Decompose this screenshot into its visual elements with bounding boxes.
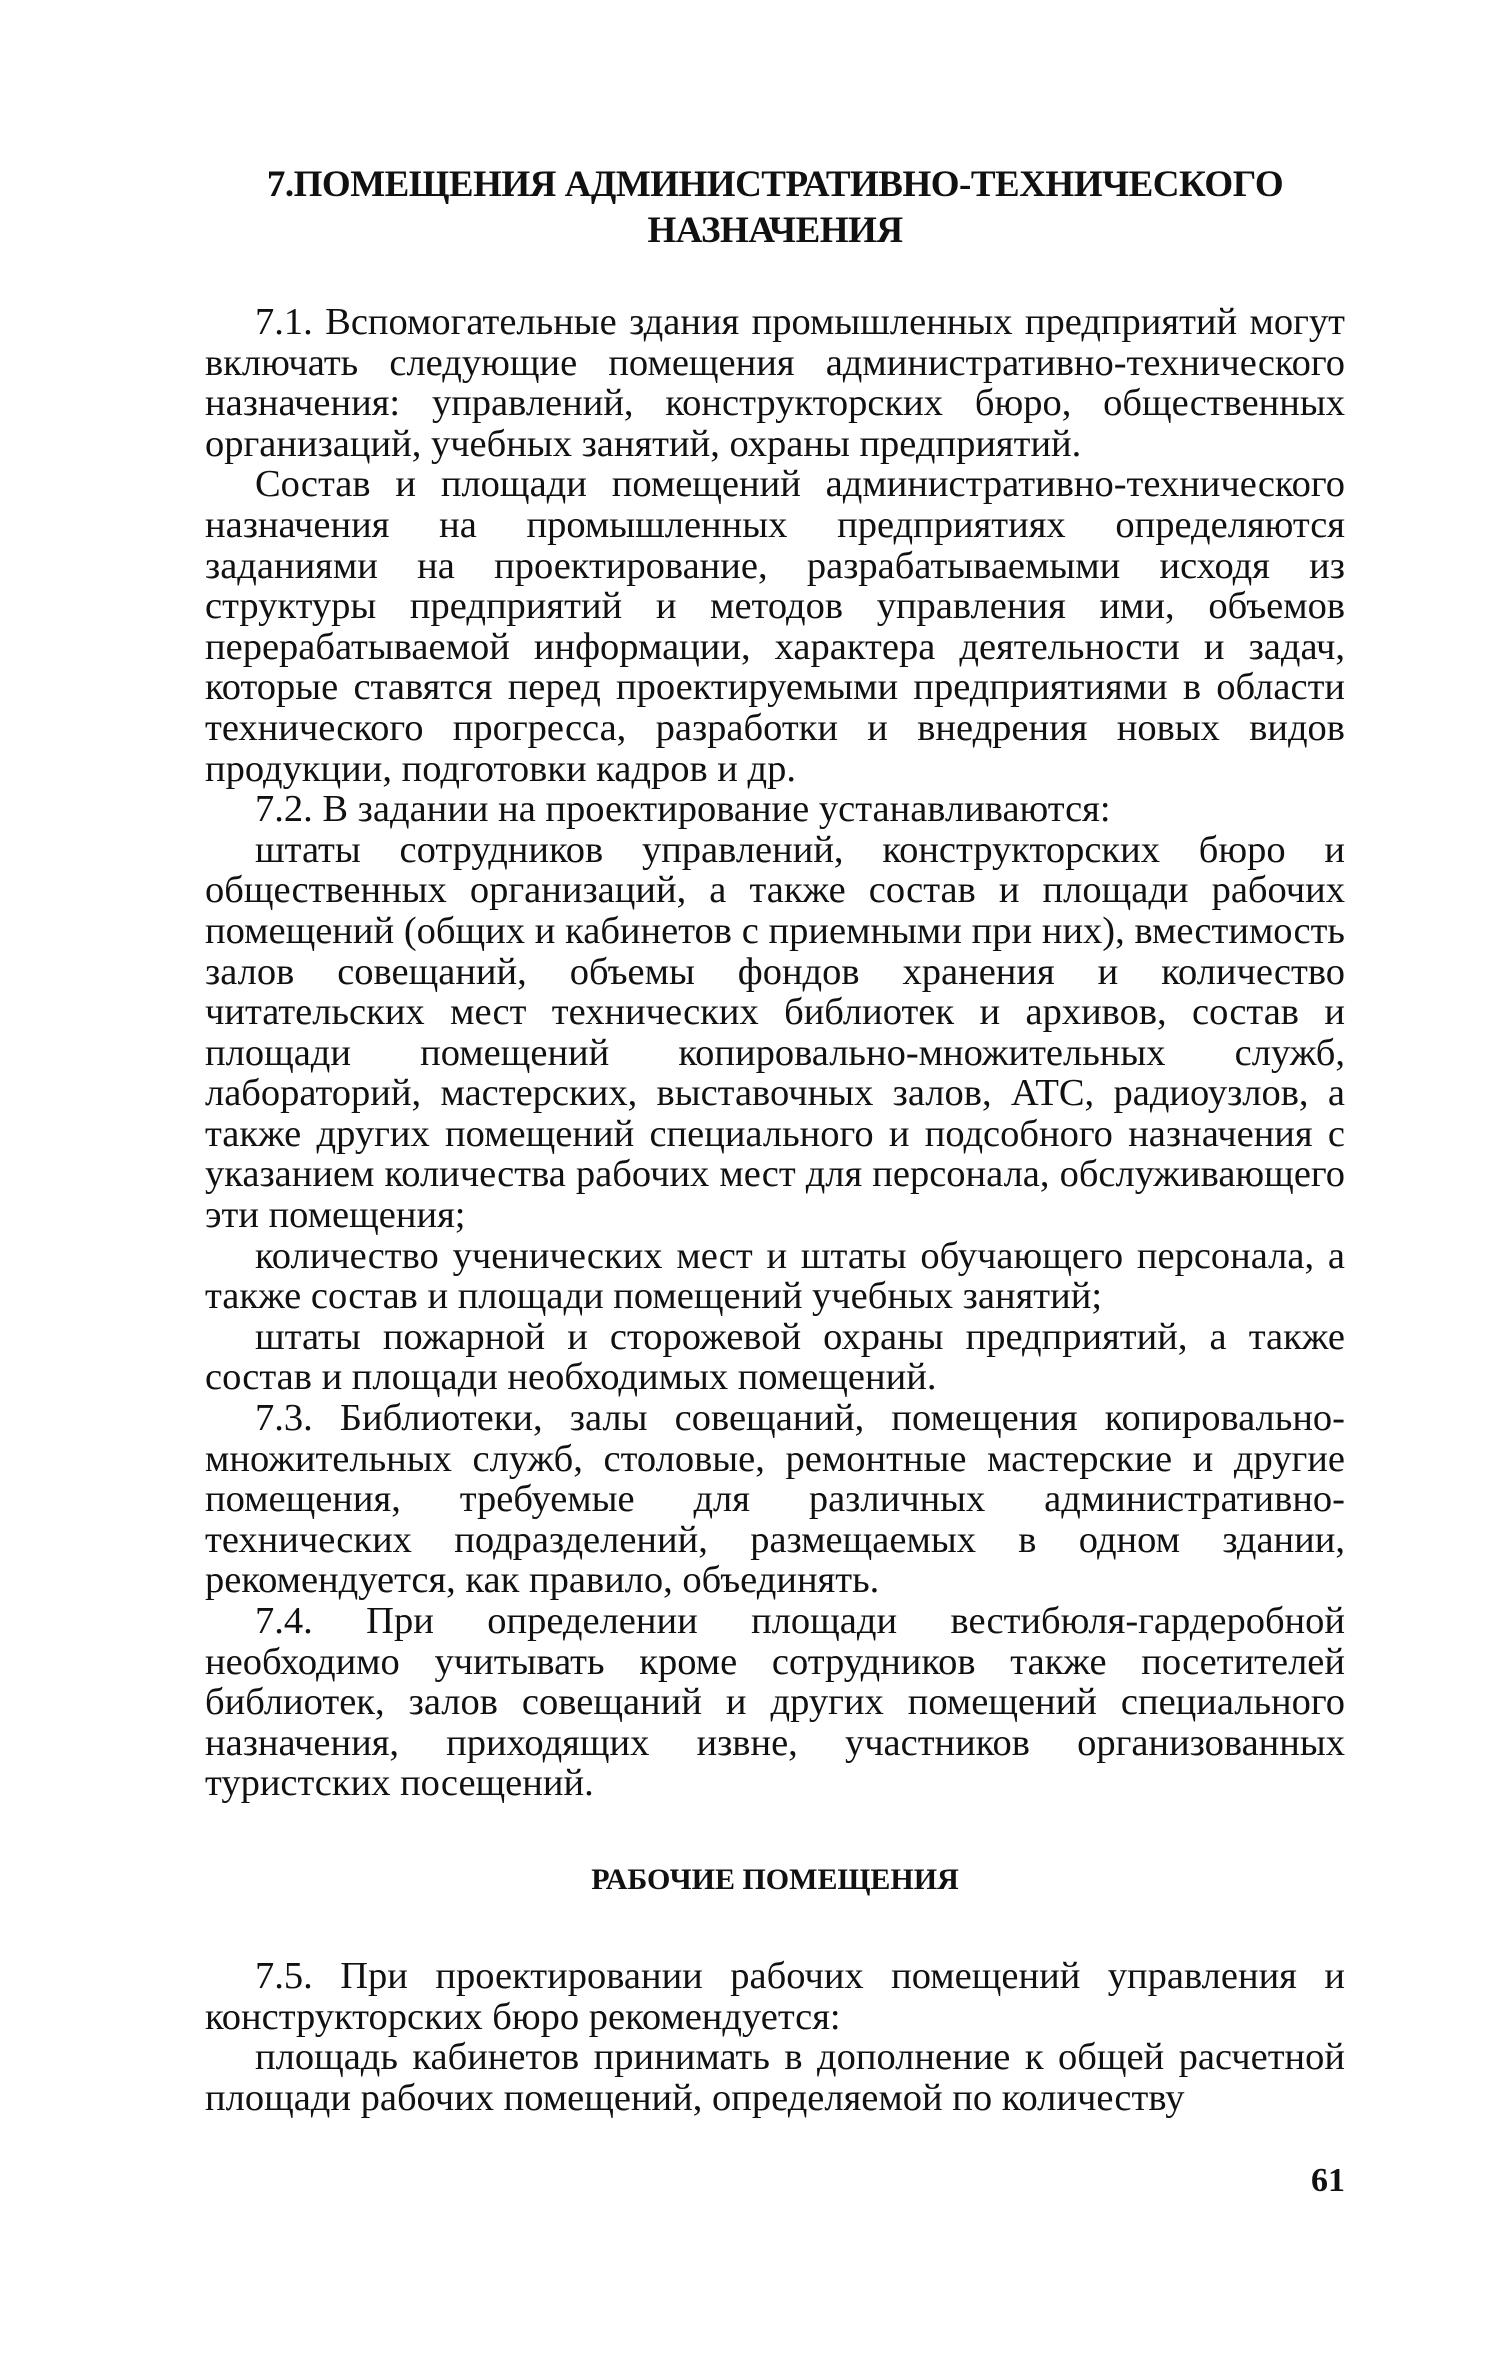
document-page [205,150,1345,2270]
paragraph-7-4: 7.4. При определении площади вестибюля-гардеробной необходимо учитывать кроме сотрудников также посетителей библиотек, залов совещаний и других помещений специального назначения, приходящих извне, участников организованных туристских посещений. [205,1600,1345,1805]
paragraph-composition: Состав и площади помещений административно-технического назначения на промышленных предприятиях определяются заданиями на проектирование, разрабатываемыми исходя из структуры предприятий и методов управления ими, объемов перерабатываемой информации, характера деятельности и задач, которые ставятся перед проектируемыми предприятиями в области технического прогресса, разработки и внедрения новых видов продукции, подготовки кадров и др. [205,463,1345,790]
paragraph-guards: штаты пожарной и сторожевой охраны предприятий, а также состав и площади необходимых помещений. [205,1315,1345,1399]
paragraph-offices: площадь кабинетов принимать в дополнение к общей расчетной площади рабочих помещений, определяемой по количеству [205,2036,1345,2119]
paragraph-7-5: 7.5. При проектировании рабочих помещений управления и конструкторских бюро рекомендуется: [205,1954,1345,2038]
subsection-heading: РАБОЧИЕ ПОМЕЩЕНИЯ [591,1862,959,1896]
paragraph-7-1: 7.1. Вспомогательные здания промышленных предприятий могут включать следующие помещения административно-технического назначения: управлений, конструкторских бюро, общественных организаций, учебных занятий, охраны предприятий. [205,301,1345,465]
paragraph-7-3: 7.3. Библиотеки, залы совещаний, помещения копировально-множительных служб, столовые, ремонтные мастерские и другие помещения, требуемые для различных административно-технических подразделений, размещаемых в одном здании, рекомендуется, как правило, объединять. [205,1397,1345,1602]
paragraph-7-2: 7.2. В задании на проектирование устанавливаются: [255,788,1111,831]
paragraph-students: количество ученических мест и штаты обучающего персонала, а также состав и площади помещений учебных занятий; [205,1234,1345,1318]
page-number: 61 [1311,2162,1345,2199]
paragraph-staff: штаты сотрудников управлений, конструкторских бюро и общественных организаций, а также состав и площади рабочих помещений (общих и кабинетов с приемными при них), вместимость залов совещаний, объемы фондов хранения и количество читательских мест технических библиотек и архивов, состав и площади помещений копировально-множительных служб, лабораторий, мастерских, выставочных залов, АТС, радиоузлов, а также других помещений специального и подсобного назначения с указанием количества рабочих мест для персонала, обслуживающего эти помещения; [205,828,1345,1237]
section-title-line-2: НАЗНАЧЕНИЯ [647,210,903,251]
section-title [205,162,1345,254]
section-title-line-1: 7.ПОМЕЩЕНИЯ АДМИНИСТРАТИВНО-ТЕХНИЧЕСКОГО [266,164,1284,205]
